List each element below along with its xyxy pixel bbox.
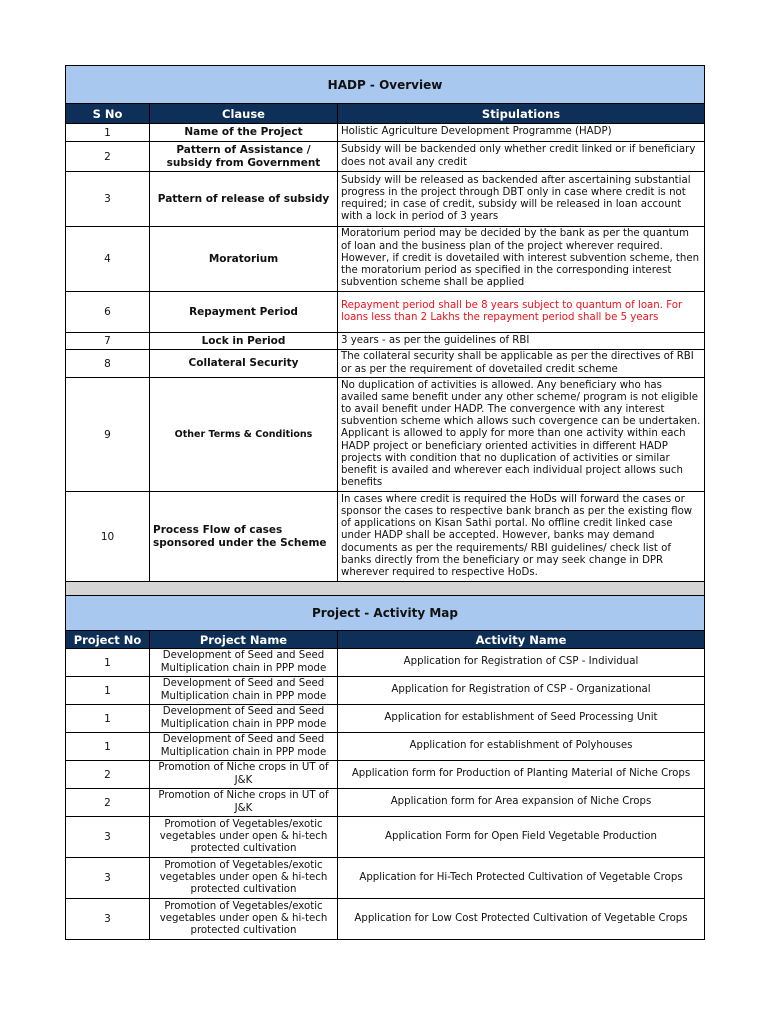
- header-activity-name: Activity Name: [338, 631, 705, 649]
- row-project-name: Promotion of Vegetables/exotic vegetables under open & hi-tech protected cultivation: [150, 858, 338, 899]
- table-row: [66, 789, 705, 817]
- header-clause: Clause: [150, 104, 338, 124]
- row-activity-name: Application for Low Cost Protected Cultivation of Vegetable Crops: [338, 899, 705, 940]
- activity-map-title: Project - Activity Map: [66, 596, 705, 631]
- overview-title: HADP - Overview: [66, 66, 705, 104]
- hadp-overview-table: [65, 65, 705, 599]
- row-project-name: Promotion of Niche crops in UT of J&K: [150, 761, 338, 789]
- row-project-name: Promotion of Vegetables/exotic vegetables under open & hi-tech protected cultivation: [150, 899, 338, 940]
- row-stipulation: Moratorium period may be decided by the bank as per the quantum of loan and the business plan of the project wherever required. However, if credit is dovetailed with interest subvention scheme, then the moratorium period as specified in the corresponding interest subvention scheme shall be applied: [338, 227, 705, 292]
- row-project-name: Promotion of Niche crops in UT of J&K: [150, 789, 338, 817]
- row-stipulation: Holistic Agriculture Development Programme (HADP): [338, 124, 705, 142]
- row-sno: 3: [66, 172, 150, 227]
- table-row: [66, 761, 705, 789]
- row-stipulation: No duplication of activities is allowed. Any beneficiary who has availed same benefit under any other scheme/ program is not eligible to avail benefit under HADP. The convergence with any interest subvention scheme which allows such covergence can be undertaken. Applicant is allowed to apply for more than one activity within each HADP project or beneficiary oriented activities in different HADP projects with condition that no duplication of activities or similar benefit is availed and wherever each individual project allows such benefits: [338, 378, 705, 492]
- row-project-no: 2: [66, 789, 150, 817]
- row-clause: Lock in Period: [150, 333, 338, 350]
- row-stipulation: Subsidy will be released as backended after ascertaining substantial progress in the project through DBT only in case where credit is not required; in case of credit, subsidy will be released in loan account with a lock in period of 3 years: [338, 172, 705, 227]
- header-sno: S No: [66, 104, 150, 124]
- row-clause: Pattern of release of subsidy: [150, 172, 338, 227]
- row-project-no: 3: [66, 899, 150, 940]
- row-sno: 2: [66, 142, 150, 172]
- row-stipulation-highlighted: Repayment period shall be 8 years subject to quantum of loan. For loans less than 2 Lakhs the repayment period shall be 5 years: [338, 292, 705, 333]
- table-row: [66, 333, 705, 350]
- row-stipulation: Subsidy will be backended only whether credit linked or if beneficiary does not avail any credit: [338, 142, 705, 172]
- row-stipulation: In cases where credit is required the HoDs will forward the cases or sponsor the cases to respective bank branch as per the existing flow of applications on Kisan Sathi portal. No offline credit linked case under HADP shall be accepted. However, banks may demand documents as per the requirements/ RBI guidelines/ check list of banks directly from the beneficiary or may seek change in DPR wherever required to respective HoDs.: [338, 492, 705, 582]
- row-project-name: Development of Seed and Seed Multiplication chain in PPP mode: [150, 677, 338, 705]
- row-clause: Process Flow of cases sponsored under the Scheme: [150, 492, 338, 582]
- table-row: [66, 899, 705, 940]
- table-row: [66, 124, 705, 142]
- row-clause: Repayment Period: [150, 292, 338, 333]
- row-stipulation: The collateral security shall be applicable as per the directives of RBI or as per the requirement of dovetailed credit scheme: [338, 350, 705, 378]
- row-clause: Pattern of Assistance / subsidy from Government: [150, 142, 338, 172]
- row-activity-name: Application form for Area expansion of Niche Crops: [338, 789, 705, 817]
- table-row: [66, 733, 705, 761]
- row-clause: Name of the Project: [150, 124, 338, 142]
- table-row: [66, 649, 705, 677]
- row-project-name: Development of Seed and Seed Multiplication chain in PPP mode: [150, 733, 338, 761]
- row-activity-name: Application for Hi-Tech Protected Cultivation of Vegetable Crops: [338, 858, 705, 899]
- row-sno: 10: [66, 492, 150, 582]
- table-row: [66, 492, 705, 582]
- row-sno: 6: [66, 292, 150, 333]
- row-sno: 8: [66, 350, 150, 378]
- row-project-name: Development of Seed and Seed Multiplication chain in PPP mode: [150, 649, 338, 677]
- table-row: [66, 292, 705, 333]
- row-activity-name: Application for Registration of CSP - Individual: [338, 649, 705, 677]
- row-clause: Collateral Security: [150, 350, 338, 378]
- row-activity-name: Application for establishment of Seed Processing Unit: [338, 705, 705, 733]
- row-project-no: 1: [66, 705, 150, 733]
- header-stipulations: Stipulations: [338, 104, 705, 124]
- row-project-no: 2: [66, 761, 150, 789]
- project-activity-map-table: [65, 595, 705, 940]
- table-row: [66, 677, 705, 705]
- row-activity-name: Application Form for Open Field Vegetable Production: [338, 817, 705, 858]
- row-project-no: 1: [66, 677, 150, 705]
- row-sno: 9: [66, 378, 150, 492]
- table-row: [66, 858, 705, 899]
- row-clause: Other Terms & Conditions: [150, 378, 338, 492]
- table-row: [66, 350, 705, 378]
- row-activity-name: Application form for Production of Planting Material of Niche Crops: [338, 761, 705, 789]
- table-row: [66, 378, 705, 492]
- row-project-no: 3: [66, 817, 150, 858]
- row-sno: 4: [66, 227, 150, 292]
- row-stipulation: 3 years - as per the guidelines of RBI: [338, 333, 705, 350]
- row-sno: 1: [66, 124, 150, 142]
- row-activity-name: Application for Registration of CSP - Organizational: [338, 677, 705, 705]
- table-row: [66, 172, 705, 227]
- row-activity-name: Application for establishment of Polyhouses: [338, 733, 705, 761]
- row-project-name: Development of Seed and Seed Multiplication chain in PPP mode: [150, 705, 338, 733]
- table-row: [66, 142, 705, 172]
- table-row: [66, 817, 705, 858]
- row-project-no: 1: [66, 649, 150, 677]
- header-project-no: Project No: [66, 631, 150, 649]
- row-project-no: 3: [66, 858, 150, 899]
- header-project-name: Project Name: [150, 631, 338, 649]
- row-project-no: 1: [66, 733, 150, 761]
- row-clause: Moratorium: [150, 227, 338, 292]
- table-row: [66, 227, 705, 292]
- table-row: [66, 705, 705, 733]
- row-sno: 7: [66, 333, 150, 350]
- row-project-name: Promotion of Vegetables/exotic vegetables under open & hi-tech protected cultivation: [150, 817, 338, 858]
